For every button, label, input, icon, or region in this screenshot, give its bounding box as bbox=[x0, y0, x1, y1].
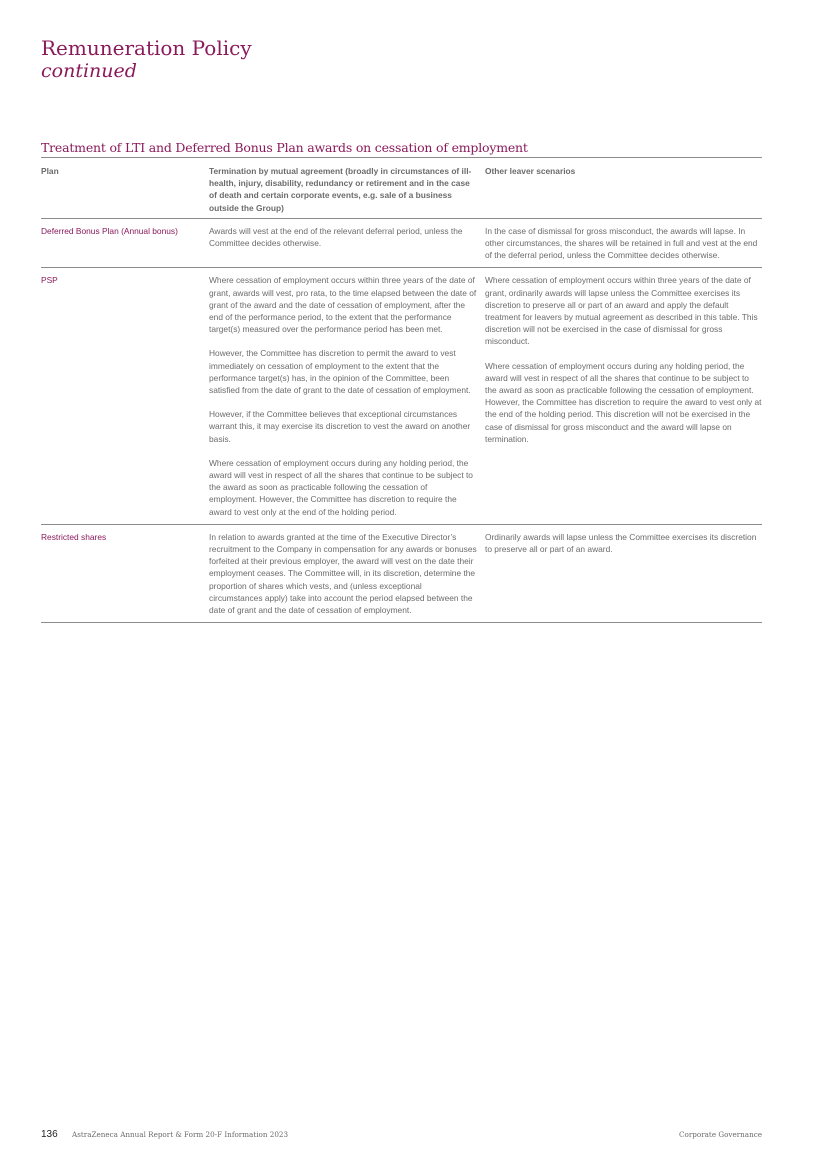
column-header-other-leaver: Other leaver scenarios bbox=[485, 166, 576, 176]
paragraph: Where cessation of employment occurs during any holding period, the award will vest in respect of all the shares that continue to be subject to the award as soon as practicable following the cessation of employment. However, the Committee has discretion to require the award to vest only at the end of the holding period. This discretion will not be exercised in the case of dismissal for gross misconduct and the award will lapse on termination. bbox=[485, 360, 762, 444]
paragraph: Awards will vest at the end of the relevant deferral period, unless the Committee decides otherwise. bbox=[209, 225, 463, 249]
paragraph: However, if the Committee believes that exceptional circumstances warrant this, it may exercise its discretion to vest the award on another basis. bbox=[209, 409, 471, 444]
mutual-agreement-cell bbox=[209, 524, 485, 622]
column-header-mutual-agreement: Termination by mutual agreement (broadly in circumstances of ill-health, injury, disability, redundancy or retirement and in the case of death and certain corporate events, e.g. sale of a business outside the Group) bbox=[209, 166, 472, 213]
plan-name: Restricted shares bbox=[41, 531, 107, 542]
paragraph: However, the Committee has discretion to permit the award to vest immediately on cessation of employment to the extent that the performance target(s) has, in the opinion of the Committee, been satisfied from the date of grant to the date of cessation of employment. bbox=[209, 348, 471, 396]
column-header-plan: Plan bbox=[41, 166, 59, 176]
paragraph: Where cessation of employment occurs within three years of the date of grant, ordinarily awards will lapse unless the Committee exercises its discretion to preserve all or part of an award and apply the default treatment for leavers by mutual agreement as described in this table. This discretion will not be exercised in the case of dismissal for gross misconduct. bbox=[485, 275, 758, 347]
table-title: Treatment of LTI and Deferred Bonus Plan awards on cessation of employment bbox=[41, 140, 528, 155]
page-title: Remuneration Policy bbox=[41, 36, 252, 60]
paragraph: Where cessation of employment occurs within three years of the date of grant, awards will vest, pro rata, to the time elapsed between the date of grant of the award and the date of cessation of employment, after the end of the performance period, to the extent that the performance target(s) measured over the performance period has been met. bbox=[209, 275, 477, 335]
plan-name: Deferred Bonus Plan (Annual bonus) bbox=[41, 225, 178, 236]
table-row-psp bbox=[41, 268, 762, 524]
paragraph: Where cessation of employment occurs during any holding period, the award will vest in respect of all the shares that continue to be subject to the award as soon as practicable following the cessation of employment. However, the Committee has discretion to require the award to vest only at the end of the holding period. bbox=[209, 457, 473, 517]
paragraph: Ordinarily awards will lapse unless the Committee exercises its discretion to preserve all or part of an award. bbox=[485, 531, 757, 555]
other-leaver-cell bbox=[485, 524, 762, 622]
page-number: 136 bbox=[41, 1129, 58, 1140]
report-name: AstraZeneca Annual Report & Form 20-F Information 2023 bbox=[72, 1130, 289, 1139]
page-subtitle: continued bbox=[41, 60, 137, 82]
leaver-treatment-table bbox=[41, 157, 762, 623]
table-header-row bbox=[41, 158, 762, 219]
plan-name: PSP bbox=[41, 275, 58, 286]
other-leaver-cell bbox=[485, 218, 762, 268]
other-leaver-cell bbox=[485, 268, 762, 524]
table-row-restricted-shares bbox=[41, 524, 762, 622]
table-row-deferred-bonus-plan bbox=[41, 218, 762, 268]
paragraph: In the case of dismissal for gross misconduct, the awards will lapse. In other circumstances, the shares will be retained in full and vest at the end of the deferral period, unless the Committee decides otherwise. bbox=[485, 225, 758, 261]
section-name: Corporate Governance bbox=[679, 1130, 762, 1139]
paragraph: In relation to awards granted at the time of the Executive Director’s recruitment to the Company in compensation for any awards or bonuses forfeited at their previous employer, the award will vest on the date their employment ceases. The Committee will, in its discretion, determine the proportion of shares which vests, and (unless exceptional circumstances apply) take into account the period elapsed between the date of grant and the date of cessation of employment. bbox=[209, 531, 477, 616]
mutual-agreement-cell bbox=[209, 268, 485, 524]
mutual-agreement-cell bbox=[209, 218, 485, 268]
